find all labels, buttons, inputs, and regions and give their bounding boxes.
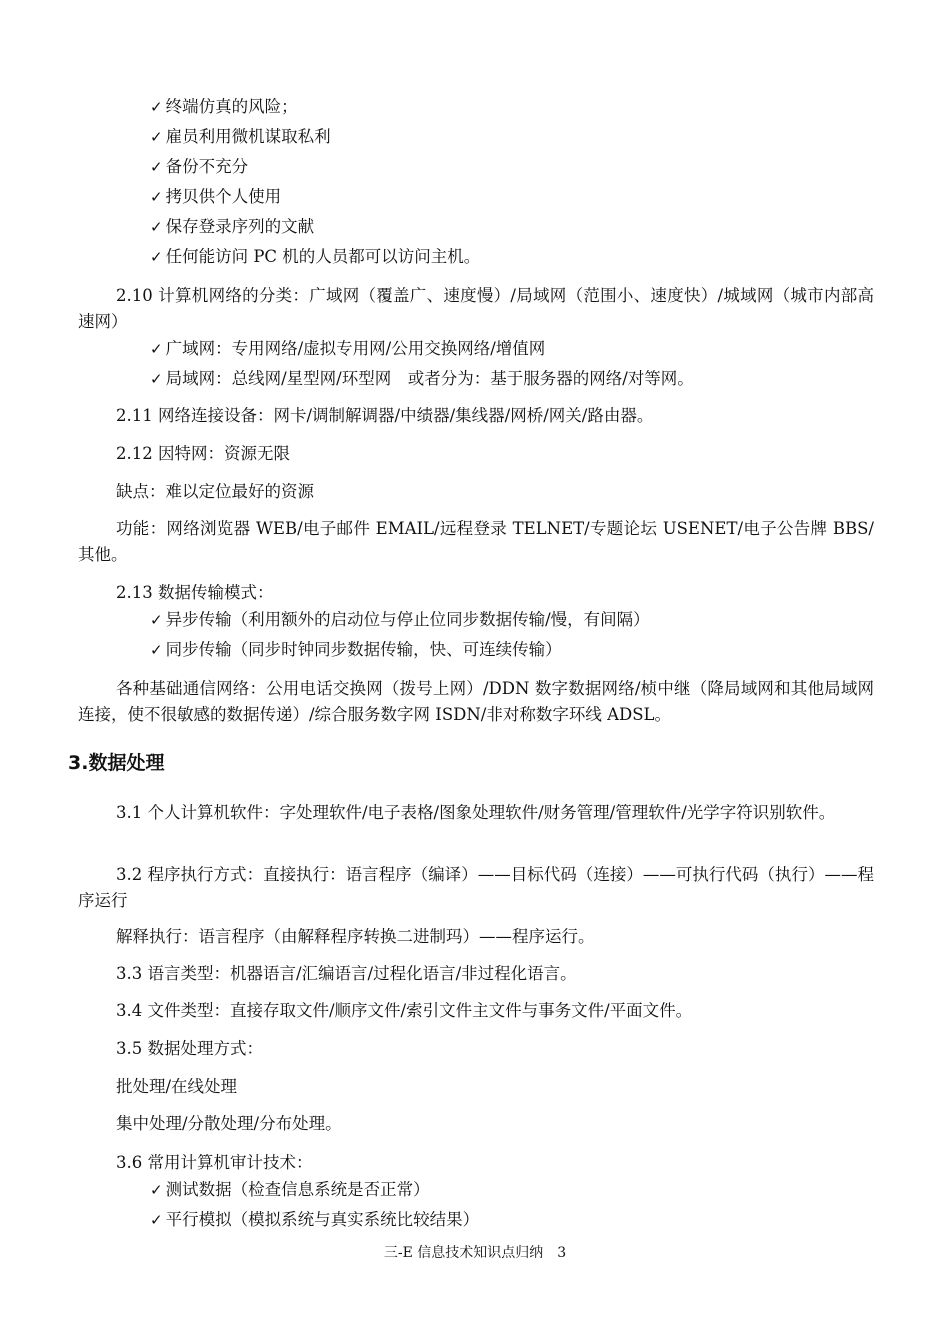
paragraph-3-3: 3.3 语言类型：机器语言/汇编语言/过程化语言/非过程化语言。 (116, 964, 577, 983)
list-item: ✓ 雇员利用微机谋取私利 (150, 126, 331, 148)
paragraph-3-4: 3.4 文件类型：直接存取文件/顺序文件/索引文件主文件与事务文件/平面文件。 (116, 1001, 693, 1020)
paragraph-3-2: 3.2 程序执行方式：直接执行：语言程序（编译）——目标代码（连接）——可执行代码（执行）——程序运行 (78, 865, 874, 910)
section-heading: 3.数据处理 (68, 752, 165, 774)
list-item: ✓ 终端仿真的风险； (150, 96, 298, 118)
paragraph-3-5: 3.5 数据处理方式： (116, 1039, 263, 1058)
list-item: ✓ 同步传输（同步时钟同步数据传输，快、可连续传输） (150, 639, 562, 661)
list-item: ✓ 拷贝供个人使用 (150, 186, 281, 208)
list-item: ✓ 备份不充分 (150, 156, 248, 178)
list-item: ✓ 异步传输（利用额外的启动位与停止位同步数据传输/慢，有间隔） (150, 609, 650, 631)
paragraph-central: 集中处理/分散处理/分布处理。 (116, 1114, 342, 1133)
paragraph-3-1: 3.1 个人计算机软件：字处理软件/电子表格/图象处理软件/财务管理/管理软件/光学字符识别软件。 (116, 803, 836, 822)
paragraph-disadvantage: 缺点：难以定位最好的资源 (116, 482, 314, 501)
list-item: ✓ 测试数据（检查信息系统是否正常） (150, 1179, 430, 1201)
list-item: ✓ 保存登录序列的文献 (150, 216, 314, 238)
paragraph-networks: 各种基础通信网络：公用电话交换网（拨号上网）/DDN 数字数据网络/桢中继（降局域网和其他局域网连接，使不很敏感的数据传递）/综合服务数字网 ISDN/非对称数字环线 ADSL。 (78, 679, 874, 724)
list-item: ✓ 平行模拟（模拟系统与真实系统比较结果） (150, 1209, 479, 1231)
list-item: ✓ 任何能访问 PC 机的人员都可以访问主机。 (150, 246, 480, 268)
list-item: ✓ 局域网：总线网/星型网/环型网 或者分为：基于服务器的网络/对等网。 (150, 368, 694, 390)
paragraph-2-12: 2.12 因特网：资源无限 (116, 444, 290, 463)
paragraph-2-13: 2.13 数据传输模式： (116, 583, 274, 602)
list-item: ✓ 广域网：专用网络/虚拟专用网/公用交换网络/增值网 (150, 338, 545, 360)
paragraph-interpretation: 解释执行：语言程序（由解释程序转换二进制玛）——程序运行。 (116, 927, 595, 946)
page-footer: 三-E 信息技术知识点归纳 3 (383, 1245, 567, 1261)
paragraph-functions: 功能：网络浏览器 WEB/电子邮件 EMAIL/远程登录 TELNET/专题论坛 USENET/电子公告牌 BBS/其他。 (78, 519, 874, 564)
paragraph-2-11: 2.11 网络连接设备：网卡/调制解调器/中绩器/集线器/网桥/网关/路由器。 (116, 406, 654, 425)
paragraph-2-10: 2.10 计算机网络的分类：广域网（覆盖广、速度慢）/局域网（范围小、速度快）/城域网（城市内部高速网） (78, 286, 874, 331)
paragraph-3-6: 3.6 常用计算机审计技术： (116, 1153, 313, 1172)
paragraph-batch: 批处理/在线处理 (116, 1077, 238, 1096)
